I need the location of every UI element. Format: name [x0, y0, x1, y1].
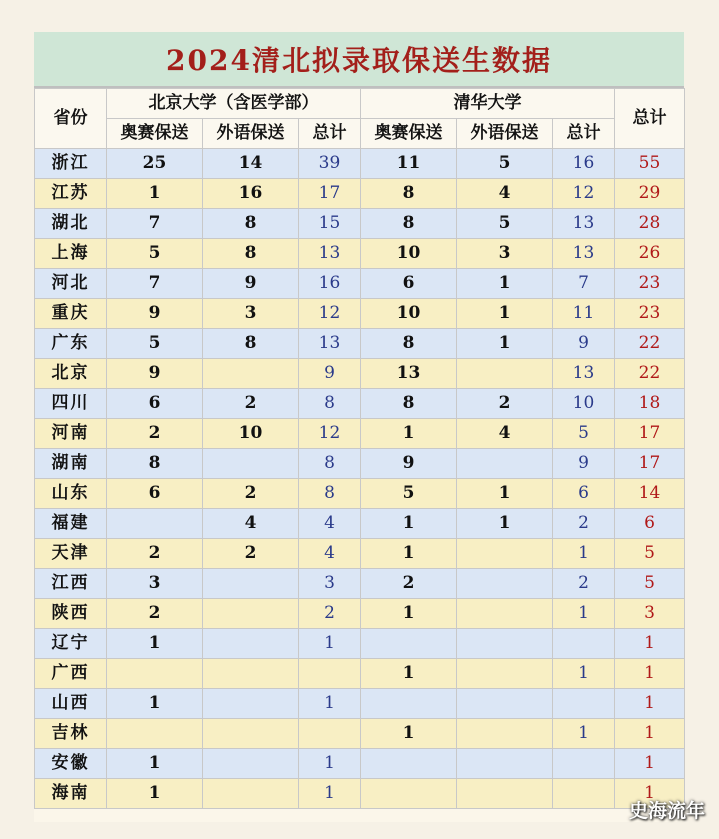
thu-subtotal-cell: 1 [553, 539, 615, 569]
pku-subtotal-cell: 16 [299, 269, 361, 299]
thu-language-cell: 4 [457, 419, 553, 449]
pku-olympiad-cell: 5 [107, 239, 203, 269]
pku-language-cell [203, 449, 299, 479]
pku-olympiad-cell [107, 719, 203, 749]
thu-language-cell: 1 [457, 479, 553, 509]
grand-total-cell: 1 [615, 749, 685, 779]
thu-language-cell [457, 629, 553, 659]
pku-subtotal-cell [299, 719, 361, 749]
thu-olympiad-cell [361, 749, 457, 779]
header-pku: 北京大学（含医学部） [107, 89, 361, 119]
province-cell: 河南 [35, 419, 107, 449]
province-cell: 陕西 [35, 599, 107, 629]
pku-language-cell: 16 [203, 179, 299, 209]
province-cell: 河北 [35, 269, 107, 299]
pku-subtotal-cell: 12 [299, 419, 361, 449]
pku-language-cell [203, 599, 299, 629]
thu-olympiad-cell: 8 [361, 179, 457, 209]
pku-subtotal-cell: 1 [299, 749, 361, 779]
table-row [35, 779, 685, 809]
header-pku-language: 外语保送 [203, 119, 299, 149]
province-cell: 上海 [35, 239, 107, 269]
thu-olympiad-cell: 1 [361, 539, 457, 569]
province-cell: 山东 [35, 479, 107, 509]
province-cell: 天津 [35, 539, 107, 569]
thu-subtotal-cell: 1 [553, 659, 615, 689]
table-row [35, 629, 685, 659]
pku-language-cell: 8 [203, 329, 299, 359]
table-header [35, 89, 685, 149]
table-row [35, 689, 685, 719]
header-pku-subtotal: 总计 [299, 119, 361, 149]
pku-language-cell [203, 749, 299, 779]
pku-olympiad-cell: 7 [107, 269, 203, 299]
pku-language-cell [203, 719, 299, 749]
table-row [35, 179, 685, 209]
thu-subtotal-cell: 2 [553, 569, 615, 599]
pku-subtotal-cell: 4 [299, 539, 361, 569]
thu-subtotal-cell: 16 [553, 149, 615, 179]
thu-olympiad-cell: 10 [361, 299, 457, 329]
title-bar [34, 32, 684, 88]
table-row [35, 719, 685, 749]
pku-subtotal-cell [299, 659, 361, 689]
thu-olympiad-cell: 1 [361, 509, 457, 539]
table-row [35, 239, 685, 269]
thu-olympiad-cell: 8 [361, 389, 457, 419]
pku-olympiad-cell: 1 [107, 179, 203, 209]
thu-language-cell: 5 [457, 149, 553, 179]
grand-total-cell: 5 [615, 539, 685, 569]
grand-total-cell: 18 [615, 389, 685, 419]
grand-total-cell: 55 [615, 149, 685, 179]
table-row [35, 449, 685, 479]
pku-subtotal-cell: 1 [299, 689, 361, 719]
thu-language-cell [457, 539, 553, 569]
pku-olympiad-cell: 5 [107, 329, 203, 359]
province-cell: 辽宁 [35, 629, 107, 659]
thu-subtotal-cell: 9 [553, 449, 615, 479]
province-cell: 吉林 [35, 719, 107, 749]
pku-olympiad-cell [107, 509, 203, 539]
thu-subtotal-cell: 7 [553, 269, 615, 299]
thu-subtotal-cell: 12 [553, 179, 615, 209]
thu-olympiad-cell: 1 [361, 599, 457, 629]
thu-subtotal-cell: 1 [553, 719, 615, 749]
pku-language-cell [203, 689, 299, 719]
thu-olympiad-cell [361, 629, 457, 659]
thu-olympiad-cell: 1 [361, 719, 457, 749]
pku-language-cell: 9 [203, 269, 299, 299]
header-thu-language: 外语保送 [457, 119, 553, 149]
province-cell: 湖北 [35, 209, 107, 239]
pku-language-cell [203, 629, 299, 659]
thu-subtotal-cell: 5 [553, 419, 615, 449]
pku-language-cell: 8 [203, 209, 299, 239]
grand-total-cell: 1 [615, 779, 685, 809]
thu-language-cell: 3 [457, 239, 553, 269]
pku-olympiad-cell: 7 [107, 209, 203, 239]
table-row [35, 539, 685, 569]
pku-subtotal-cell: 13 [299, 329, 361, 359]
table-row [35, 299, 685, 329]
thu-language-cell: 2 [457, 389, 553, 419]
pku-language-cell: 8 [203, 239, 299, 269]
pku-olympiad-cell: 1 [107, 779, 203, 809]
pku-language-cell: 10 [203, 419, 299, 449]
pku-olympiad-cell: 3 [107, 569, 203, 599]
pku-subtotal-cell: 9 [299, 359, 361, 389]
pku-olympiad-cell: 1 [107, 749, 203, 779]
thu-language-cell: 4 [457, 179, 553, 209]
pku-subtotal-cell: 17 [299, 179, 361, 209]
admission-table [34, 88, 685, 809]
province-cell: 福建 [35, 509, 107, 539]
table-row [35, 479, 685, 509]
province-cell: 浙江 [35, 149, 107, 179]
grand-total-cell: 23 [615, 269, 685, 299]
table-row [35, 269, 685, 299]
thu-olympiad-cell: 6 [361, 269, 457, 299]
thu-language-cell [457, 689, 553, 719]
thu-olympiad-cell: 5 [361, 479, 457, 509]
pku-olympiad-cell: 9 [107, 299, 203, 329]
thu-language-cell: 1 [457, 299, 553, 329]
table-row [35, 329, 685, 359]
thu-olympiad-cell: 13 [361, 359, 457, 389]
pku-olympiad-cell: 2 [107, 419, 203, 449]
pku-language-cell: 2 [203, 389, 299, 419]
pku-olympiad-cell: 6 [107, 479, 203, 509]
table-row [35, 389, 685, 419]
province-cell: 广东 [35, 329, 107, 359]
pku-subtotal-cell: 15 [299, 209, 361, 239]
thu-language-cell [457, 599, 553, 629]
thu-language-cell: 1 [457, 269, 553, 299]
header-total: 总计 [615, 89, 685, 149]
thu-olympiad-cell: 1 [361, 659, 457, 689]
thu-subtotal-cell: 11 [553, 299, 615, 329]
pku-subtotal-cell: 2 [299, 599, 361, 629]
pku-language-cell [203, 779, 299, 809]
province-cell: 北京 [35, 359, 107, 389]
watermark: 史海流年 [628, 800, 705, 822]
thu-subtotal-cell: 6 [553, 479, 615, 509]
pku-olympiad-cell: 1 [107, 629, 203, 659]
province-cell: 山西 [35, 689, 107, 719]
pku-subtotal-cell: 1 [299, 779, 361, 809]
grand-total-cell: 22 [615, 329, 685, 359]
grand-total-cell: 1 [615, 719, 685, 749]
province-cell: 江西 [35, 569, 107, 599]
thu-subtotal-cell [553, 629, 615, 659]
pku-olympiad-cell [107, 659, 203, 689]
thu-language-cell [457, 719, 553, 749]
pku-subtotal-cell: 4 [299, 509, 361, 539]
thu-subtotal-cell [553, 779, 615, 809]
data-sheet [34, 32, 684, 822]
table-row [35, 569, 685, 599]
grand-total-cell: 22 [615, 359, 685, 389]
thu-language-cell [457, 749, 553, 779]
pku-subtotal-cell: 13 [299, 239, 361, 269]
pku-language-cell [203, 659, 299, 689]
thu-subtotal-cell: 1 [553, 599, 615, 629]
pku-olympiad-cell: 1 [107, 689, 203, 719]
pku-subtotal-cell: 12 [299, 299, 361, 329]
thu-language-cell: 1 [457, 509, 553, 539]
thu-subtotal-cell: 10 [553, 389, 615, 419]
grand-total-cell: 17 [615, 449, 685, 479]
pku-olympiad-cell: 2 [107, 539, 203, 569]
thu-subtotal-cell [553, 689, 615, 719]
thu-olympiad-cell: 9 [361, 449, 457, 479]
thu-subtotal-cell [553, 749, 615, 779]
table-row [35, 659, 685, 689]
pku-subtotal-cell: 8 [299, 479, 361, 509]
thu-language-cell [457, 659, 553, 689]
pku-language-cell: 2 [203, 539, 299, 569]
province-cell: 广西 [35, 659, 107, 689]
grand-total-cell: 28 [615, 209, 685, 239]
thu-olympiad-cell: 10 [361, 239, 457, 269]
province-cell: 江苏 [35, 179, 107, 209]
pku-subtotal-cell: 1 [299, 629, 361, 659]
header-thu: 清华大学 [361, 89, 615, 119]
table-row [35, 149, 685, 179]
pku-language-cell: 2 [203, 479, 299, 509]
pku-olympiad-cell: 6 [107, 389, 203, 419]
grand-total-cell: 6 [615, 509, 685, 539]
grand-total-cell: 14 [615, 479, 685, 509]
thu-language-cell [457, 569, 553, 599]
pku-olympiad-cell: 9 [107, 359, 203, 389]
pku-language-cell [203, 569, 299, 599]
thu-olympiad-cell: 8 [361, 329, 457, 359]
province-cell: 湖南 [35, 449, 107, 479]
table-body [35, 149, 685, 809]
thu-subtotal-cell: 13 [553, 239, 615, 269]
thu-olympiad-cell: 1 [361, 419, 457, 449]
page-title: 2024清北拟录取保送生数据 [166, 44, 552, 77]
thu-subtotal-cell: 9 [553, 329, 615, 359]
thu-language-cell [457, 779, 553, 809]
grand-total-cell: 26 [615, 239, 685, 269]
pku-subtotal-cell: 39 [299, 149, 361, 179]
grand-total-cell: 1 [615, 629, 685, 659]
header-thu-subtotal: 总计 [553, 119, 615, 149]
thu-subtotal-cell: 13 [553, 209, 615, 239]
thu-olympiad-cell: 2 [361, 569, 457, 599]
pku-language-cell: 3 [203, 299, 299, 329]
table-row [35, 209, 685, 239]
thu-olympiad-cell [361, 689, 457, 719]
thu-language-cell [457, 359, 553, 389]
thu-subtotal-cell: 2 [553, 509, 615, 539]
header-thu-olympiad: 奥赛保送 [361, 119, 457, 149]
thu-language-cell [457, 449, 553, 479]
pku-subtotal-cell: 3 [299, 569, 361, 599]
table-row [35, 359, 685, 389]
thu-language-cell: 1 [457, 329, 553, 359]
thu-language-cell: 5 [457, 209, 553, 239]
grand-total-cell: 1 [615, 659, 685, 689]
pku-subtotal-cell: 8 [299, 389, 361, 419]
table-row [35, 749, 685, 779]
province-cell: 海南 [35, 779, 107, 809]
province-cell: 四川 [35, 389, 107, 419]
table-row [35, 599, 685, 629]
thu-olympiad-cell: 8 [361, 209, 457, 239]
header-province: 省份 [35, 89, 107, 149]
grand-total-cell: 17 [615, 419, 685, 449]
pku-language-cell: 14 [203, 149, 299, 179]
thu-olympiad-cell: 11 [361, 149, 457, 179]
grand-total-cell: 3 [615, 599, 685, 629]
pku-olympiad-cell: 2 [107, 599, 203, 629]
table-row [35, 419, 685, 449]
header-pku-olympiad: 奥赛保送 [107, 119, 203, 149]
pku-subtotal-cell: 8 [299, 449, 361, 479]
province-cell: 重庆 [35, 299, 107, 329]
grand-total-cell: 23 [615, 299, 685, 329]
pku-language-cell: 4 [203, 509, 299, 539]
province-cell: 安徽 [35, 749, 107, 779]
thu-olympiad-cell [361, 779, 457, 809]
table-row [35, 509, 685, 539]
thu-subtotal-cell: 13 [553, 359, 615, 389]
grand-total-cell: 5 [615, 569, 685, 599]
pku-language-cell [203, 359, 299, 389]
grand-total-cell: 1 [615, 689, 685, 719]
grand-total-cell: 29 [615, 179, 685, 209]
pku-olympiad-cell: 8 [107, 449, 203, 479]
pku-olympiad-cell: 25 [107, 149, 203, 179]
